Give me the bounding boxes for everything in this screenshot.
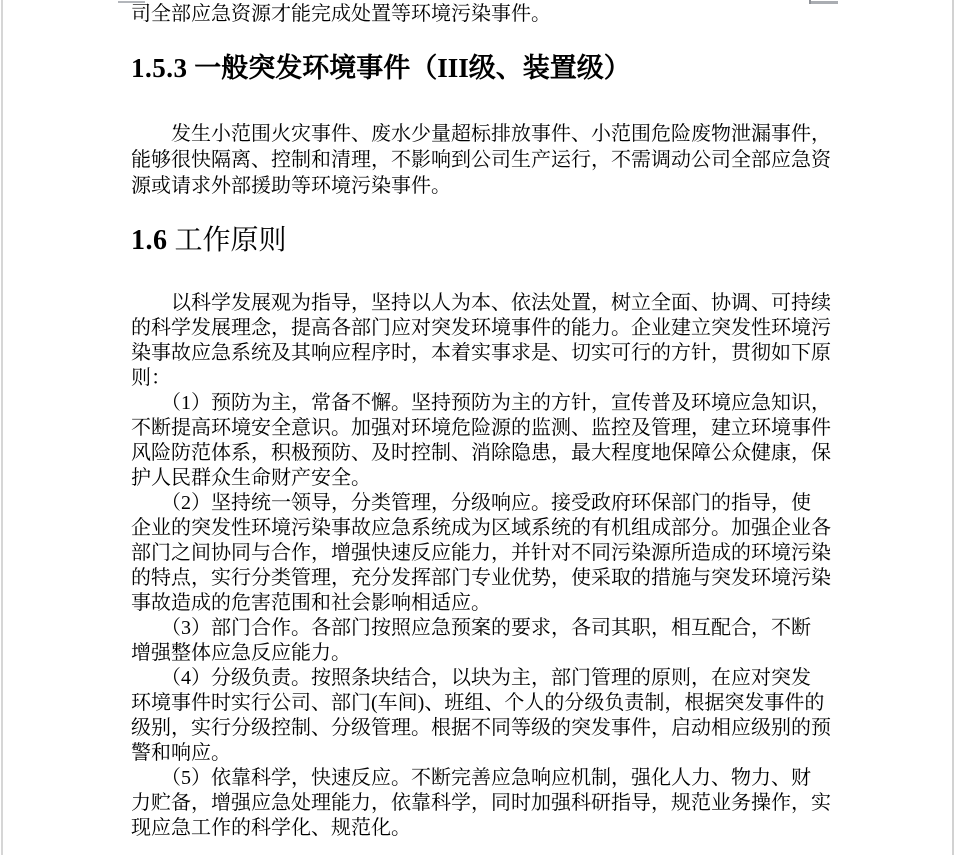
- text-line: 发生小范围火灾事件、废水少量超标排放事件、小范围危险废物泄漏事件，: [131, 123, 831, 145]
- text-line: 不断提高环境安全意识。加强对环境危险源的监测、监控及管理，建立环境事件: [131, 417, 831, 439]
- text-line: （5）依靠科学，快速反应。不断完善应急响应机制，强化人力、物力、财: [131, 767, 811, 789]
- paragraph-continuation-line: 司全部应急资源才能完成处置等环境污染事件。: [131, 3, 551, 25]
- text-line: 源或请求外部援助等环境污染事件。: [131, 175, 451, 197]
- text-line: （3）部门合作。各部门按照应急预案的要求，各司其职，相互配合，不断: [131, 617, 811, 639]
- text-line: 则：: [131, 367, 171, 389]
- section-title: 工作原则: [174, 225, 287, 256]
- text-boundary-mark-right-tick: [809, 0, 811, 4]
- section-heading-1-5-3: [131, 50, 631, 86]
- section-heading-1-6: [131, 223, 287, 259]
- text-line: 增强整体应急反应能力。: [131, 642, 351, 664]
- text-line: 环境事件时实行公司、部门(车间)、班组、个人的分级负责制，根据突发事件的: [131, 692, 825, 714]
- text-line: 护人民群众生命财产安全。: [131, 467, 371, 489]
- text-line: （2）坚持统一领导，分类管理，分级响应。接受政府环保部门的指导，使: [131, 492, 811, 514]
- principle-3-paragraph: [131, 616, 831, 666]
- text-line: 的科学发展理念，提高各部门应对突发环境事件的能力。企业建立突发性环境污: [131, 317, 831, 339]
- text-line: 现应急工作的科学化、规范化。: [131, 817, 411, 839]
- text-boundary-mark-right: [810, 1, 838, 4]
- text-line: 能够很快隔离、控制和清理，不影响到公司生产运行，不需调动公司全部应急资: [131, 149, 831, 171]
- text-line: 事故造成的危害范围和社会影响相适应。: [131, 592, 491, 614]
- section-1-5-3-paragraph: [131, 121, 831, 199]
- page-right-edge-line: [952, 0, 954, 855]
- text-line: 企业的突发性环境污染事故应急系统成为区域系统的有机组成部分。加强企业各: [131, 517, 831, 539]
- principle-4-paragraph: [131, 666, 831, 766]
- text-line: 级别，实行分级控制、分级管理。根据不同等级的突发事件，启动相应级别的预: [131, 717, 831, 739]
- text-line: （1）预防为主，常备不懈。坚持预防为主的方针，宣传普及环境应急知识，: [131, 392, 831, 414]
- text-line: 警和响应。: [131, 742, 231, 764]
- principles-intro-paragraph: [131, 291, 831, 391]
- heading-space: [168, 225, 175, 256]
- principle-1-paragraph: [131, 391, 831, 491]
- principle-2-paragraph: [131, 491, 831, 616]
- principle-5-paragraph: [131, 766, 831, 841]
- section-number: 1.6: [131, 225, 168, 256]
- section-number: 1.5.3: [131, 53, 188, 83]
- text-line: （4）分级负责。按照条块结合，以块为主，部门管理的原则，在应对突发: [131, 667, 811, 689]
- text-line: 的特点，实行分类管理，充分发挥部门专业优势，使采取的措施与突发环境污染: [131, 567, 831, 589]
- text-line: 以科学发展观为指导，坚持以人为本、依法处置，树立全面、协调、可持续: [131, 292, 831, 314]
- page-left-edge-line: [1, 0, 3, 855]
- working-principles-body: [131, 291, 831, 841]
- text-line: 风险防范体系，积极预防、及时控制、消除隐患，最大程度地保障公众健康，保: [131, 442, 831, 464]
- text-line: 部门之间协同与合作，增强快速反应能力，并针对不同污染源所造成的环境污染: [131, 542, 831, 564]
- section-title: 一般突发环境事件（III级、装置级）: [194, 53, 631, 83]
- text-line: 染事故应急系统及其响应程序时，本着实事求是、切实可行的方针，贯彻如下原: [131, 342, 831, 364]
- text-line: 力贮备，增强应急处理能力，依靠科学，同时加强科研指导，规范业务操作，实: [131, 792, 831, 814]
